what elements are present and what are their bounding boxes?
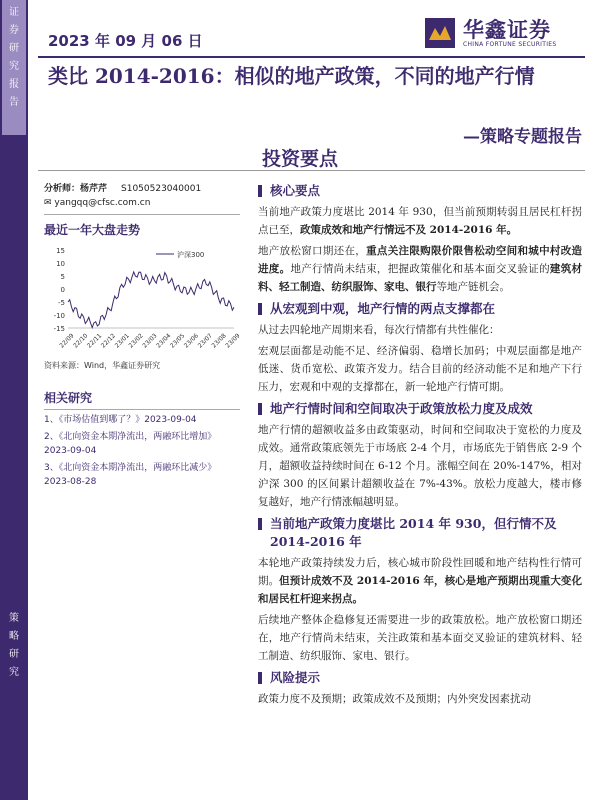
paragraph: 地产放松窗口期还在，重点关注限购限价限售松动空间和城中村改造进度。地产行情尚未结束，把握政策催化和基本面交叉验证的建筑材料、轻工制造、纺织服饰、家电、银行等地产链机会。 xyxy=(258,245,583,293)
x-tick-label: 22/09 xyxy=(58,332,76,350)
series-line-hs300 xyxy=(68,272,234,328)
block-heading-risk: 风险提示 xyxy=(258,669,582,687)
x-tick-label: 23/05 xyxy=(169,332,187,350)
y-tick-label: -15 xyxy=(53,325,65,333)
analyst-info xyxy=(44,182,240,196)
paragraph: 后续地产整体企稳修复还需要进一步的政策放松。地产放松窗口期还在，地产行情尚未结束，关注政策和基本面交叉验证的建筑材料、轻工制造、纺织服饰、家电、银行。 xyxy=(258,614,582,662)
report-date: 2023 年 09 月 06 日 xyxy=(48,32,203,50)
logo-name: 华鑫证券 xyxy=(463,18,551,42)
y-tick-label: 5 xyxy=(60,273,65,281)
related-item[interactable]: 3、《北向资金本期净流出，两融环比减少》2023-08-28 xyxy=(44,463,217,487)
chart-source: 资料来源：Wind，华鑫证券研究 xyxy=(44,361,161,370)
y-tick-label: -10 xyxy=(53,312,65,320)
y-tick-label: -5 xyxy=(58,299,65,307)
company-logo xyxy=(425,14,575,54)
sidebar-bottom-text: 策 略 研 究 xyxy=(9,613,19,678)
related-list xyxy=(44,409,240,489)
divider xyxy=(44,214,240,215)
paragraph: 政策力度不及预期；政策成效不及预期；内外突发因素扰动 xyxy=(258,693,531,705)
paragraph: 从过去四轮地产周期来看，每次行情都有共性催化： xyxy=(258,324,500,336)
related-item[interactable]: 2、《北向资金本期净流出，两融环比增加》2023-09-04 xyxy=(44,432,217,456)
block-heading-core: 核心要点 xyxy=(258,182,582,200)
right-column xyxy=(258,178,582,711)
logo-subtitle: CHINA FORTUNE SECURITIES xyxy=(463,41,557,48)
market-chart xyxy=(44,242,240,358)
section-heading: 投资要点 xyxy=(262,148,339,170)
x-tick-label: 23/09 xyxy=(224,332,240,350)
x-tick-label: 23/08 xyxy=(210,332,228,350)
analyst-cert: S1050523040001 xyxy=(121,184,202,194)
block-heading-timing: 地产行情时间和空间取决于政策放松力度及成效 xyxy=(258,400,582,418)
block-heading-policy: 当前地产政策力度堪比 2014 年 930，但行情不及 2014-2016 年 xyxy=(258,515,582,551)
y-tick-label: 15 xyxy=(56,247,65,255)
paragraph: 当前地产政策力度堪比 2014 年 930，但当前预期转弱且居民杠杆拐点已至，政策成效和地产行情远不及 2014-2016 年。 xyxy=(258,206,582,236)
x-tick-label: 23/02 xyxy=(127,332,145,350)
block-heading-macro: 从宏观到中观，地产行情的两点支撑都在 xyxy=(258,300,582,318)
email-icon: ✉ xyxy=(44,198,52,208)
x-tick-label: 23/07 xyxy=(196,332,214,350)
left-column xyxy=(44,182,240,492)
x-tick-label: 23/03 xyxy=(141,332,159,350)
legend-label: 沪深300 xyxy=(177,251,205,259)
y-tick-label: 10 xyxy=(56,260,65,268)
analyst-email[interactable]: yangqq@cfsc.com.cn xyxy=(54,198,151,208)
logo-icon xyxy=(425,18,455,48)
x-tick-label: 22/12 xyxy=(99,332,118,350)
analyst-email-row xyxy=(44,196,240,210)
x-tick-label: 22/11 xyxy=(86,332,104,350)
x-tick-label: 22/10 xyxy=(72,332,90,350)
x-tick-label: 23/04 xyxy=(155,332,173,350)
related-heading: 相关研究 xyxy=(44,391,93,405)
sidebar-top-text: 证 券 研 究 报 告 xyxy=(9,7,19,108)
paragraph: 宏观层面都是动能不足、经济偏弱、稳增长加码；中观层面都是地产低迷、货币宽松、政策齐发力。结合目前的经济动能不足和地产下行压力，宏观和中观的支撑都在，新一轮地产行情可期。 xyxy=(258,345,582,393)
section-divider xyxy=(38,170,585,171)
x-tick-label: 23/06 xyxy=(182,332,201,350)
paragraph: 本轮地产政策持续发力后，核心城市阶段性回暖和地产结构性行情可期。但预计成效不及 2014-2016 年，核心是地产预期出现重大变化和居民杠杆迎来拐点。 xyxy=(258,557,582,605)
header-divider xyxy=(38,56,585,58)
x-tick-label: 23/01 xyxy=(113,332,131,350)
report-subtitle: —策略专题报告 xyxy=(463,127,582,147)
report-title: 类比 2014-2016：相似的地产政策，不同的地产行情 xyxy=(48,64,535,88)
market-heading: 最近一年大盘走势 xyxy=(44,223,141,237)
analyst-name: 分析师：杨芹芹 xyxy=(44,184,108,194)
related-item[interactable]: 1、《市场估值到哪了？》2023-09-04 xyxy=(44,415,197,425)
paragraph: 地产行情的超额收益多由政策驱动，时间和空间取决于宽松的力度及成效。通常政策底领先于市场底 2-4 个月，市场底先于销售底 2-9 个月，超额收益持续时间在 6-12 个月。涨幅空间在 20%-147%，相对沪深 300 的区间累计超额收益在 7%-43%。放松力度越大，楼市修复越好，地产行情涨幅越明显。 xyxy=(258,424,582,508)
chart-svg xyxy=(44,242,240,358)
y-tick-label: 0 xyxy=(60,286,65,294)
